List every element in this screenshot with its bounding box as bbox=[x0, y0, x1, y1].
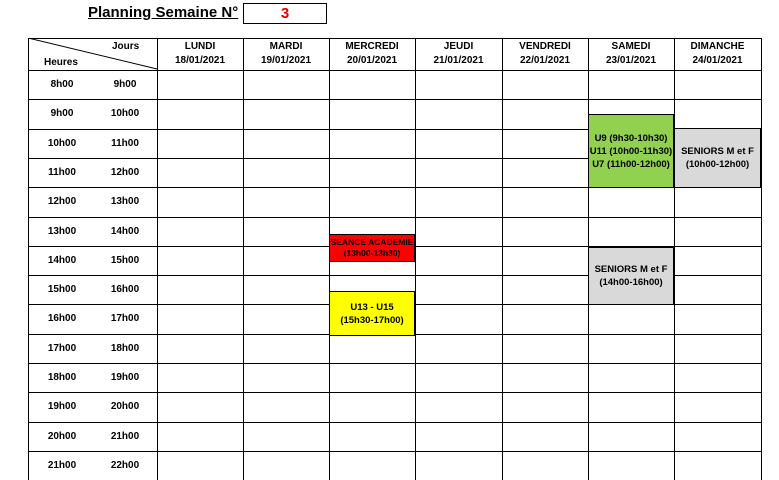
grid-line bbox=[157, 38, 158, 480]
grid-line bbox=[28, 363, 761, 364]
day-name: MERCREDI bbox=[345, 41, 399, 52]
hour-end: 11h00 bbox=[111, 137, 139, 149]
day-name: LUNDI bbox=[184, 41, 216, 52]
day-name: JEUDI bbox=[443, 41, 474, 52]
day-date: 19/01/2021 bbox=[260, 55, 312, 66]
grid-line bbox=[28, 38, 29, 480]
week-number: 3 bbox=[243, 3, 327, 24]
day-date: 18/01/2021 bbox=[174, 55, 226, 66]
event-mercredi-u13-u15[interactable] bbox=[329, 291, 415, 336]
event-dimanche-seniors[interactable] bbox=[674, 128, 761, 188]
event-line: SENIORS M et F bbox=[594, 264, 668, 275]
event-line: U13 - U15 bbox=[350, 301, 394, 313]
hour-end: 9h00 bbox=[113, 79, 137, 90]
hour-start: 12h00 bbox=[47, 196, 77, 208]
day-header-mardi bbox=[243, 38, 329, 70]
hour-end: 21h00 bbox=[110, 430, 140, 442]
grid-line bbox=[28, 392, 761, 393]
hour-start: 10h00 bbox=[47, 137, 77, 149]
event-line: U11 (10h00-11h30) bbox=[589, 145, 673, 157]
hour-start: 8h00 bbox=[50, 79, 74, 90]
day-header-lundi bbox=[157, 38, 243, 70]
grid-line bbox=[674, 38, 675, 480]
grid-line bbox=[761, 38, 762, 480]
day-date: 21/01/2021 bbox=[433, 55, 484, 66]
day-header-dimanche bbox=[674, 38, 761, 70]
grid-line bbox=[28, 70, 761, 71]
hour-start: 17h00 bbox=[47, 342, 77, 354]
day-header-vendredi bbox=[502, 38, 588, 70]
day-date: 20/01/2021 bbox=[346, 55, 398, 66]
grid-line bbox=[502, 38, 503, 480]
day-header-samedi bbox=[588, 38, 674, 70]
hour-end: 18h00 bbox=[110, 342, 140, 354]
day-date: 23/01/2021 bbox=[605, 55, 657, 66]
grid-line bbox=[28, 451, 761, 452]
grid-line bbox=[28, 422, 761, 423]
hour-end: 16h00 bbox=[110, 284, 140, 296]
grid-line bbox=[28, 99, 761, 100]
hour-start: 16h00 bbox=[47, 313, 77, 325]
jours-label: Jours bbox=[112, 41, 140, 52]
day-name: MARDI bbox=[269, 41, 303, 52]
hour-end: 13h00 bbox=[110, 196, 140, 208]
event-line: SENIORS M et F bbox=[681, 146, 754, 157]
hour-end: 14h00 bbox=[110, 225, 140, 237]
event-line: SEANCE ACADEMIE bbox=[330, 237, 414, 247]
day-date: 24/01/2021 bbox=[692, 55, 743, 66]
hour-end: 15h00 bbox=[110, 254, 140, 266]
hour-end: 10h00 bbox=[110, 108, 140, 120]
event-line: (10h00-12h00) bbox=[685, 159, 750, 170]
day-header-mercredi bbox=[329, 38, 415, 70]
hour-end: 22h00 bbox=[110, 459, 140, 471]
hour-end: 20h00 bbox=[110, 401, 140, 413]
grid-line bbox=[415, 38, 416, 480]
page-title: Planning Semaine N° bbox=[88, 4, 239, 21]
hour-start: 20h00 bbox=[47, 430, 77, 442]
hour-end: 19h00 bbox=[110, 372, 140, 383]
event-line: (15h30-17h00) bbox=[340, 314, 404, 326]
event-line: (14h00-16h00) bbox=[599, 277, 663, 288]
day-date: 22/01/2021 bbox=[519, 55, 571, 66]
hour-start: 15h00 bbox=[47, 284, 77, 296]
hour-start: 11h00 bbox=[48, 166, 76, 178]
day-name: DIMANCHE bbox=[690, 41, 745, 52]
hour-start: 18h00 bbox=[47, 372, 77, 383]
day-header-jeudi bbox=[415, 38, 502, 70]
day-name: SAMEDI bbox=[611, 41, 651, 52]
grid-line bbox=[28, 217, 761, 218]
hour-start: 14h00 bbox=[47, 254, 77, 266]
event-line: U9 (9h30-10h30) bbox=[594, 132, 668, 144]
event-samedi-jeunes[interactable] bbox=[588, 114, 674, 188]
event-mercredi-academie[interactable] bbox=[329, 234, 415, 262]
event-samedi-seniors[interactable] bbox=[588, 247, 674, 305]
day-name: VENDREDI bbox=[519, 41, 571, 52]
hour-start: 13h00 bbox=[47, 225, 77, 237]
event-line: (13h00-13h30) bbox=[343, 248, 401, 258]
grid-line bbox=[243, 38, 244, 480]
hour-end: 17h00 bbox=[110, 313, 140, 325]
hour-end: 12h00 bbox=[110, 166, 140, 178]
hour-start: 21h00 bbox=[47, 459, 77, 471]
hour-start: 19h00 bbox=[47, 401, 77, 413]
heures-label: Heures bbox=[44, 57, 78, 68]
hour-start: 9h00 bbox=[50, 108, 74, 120]
event-line: U7 (11h00-12h00) bbox=[592, 158, 670, 170]
